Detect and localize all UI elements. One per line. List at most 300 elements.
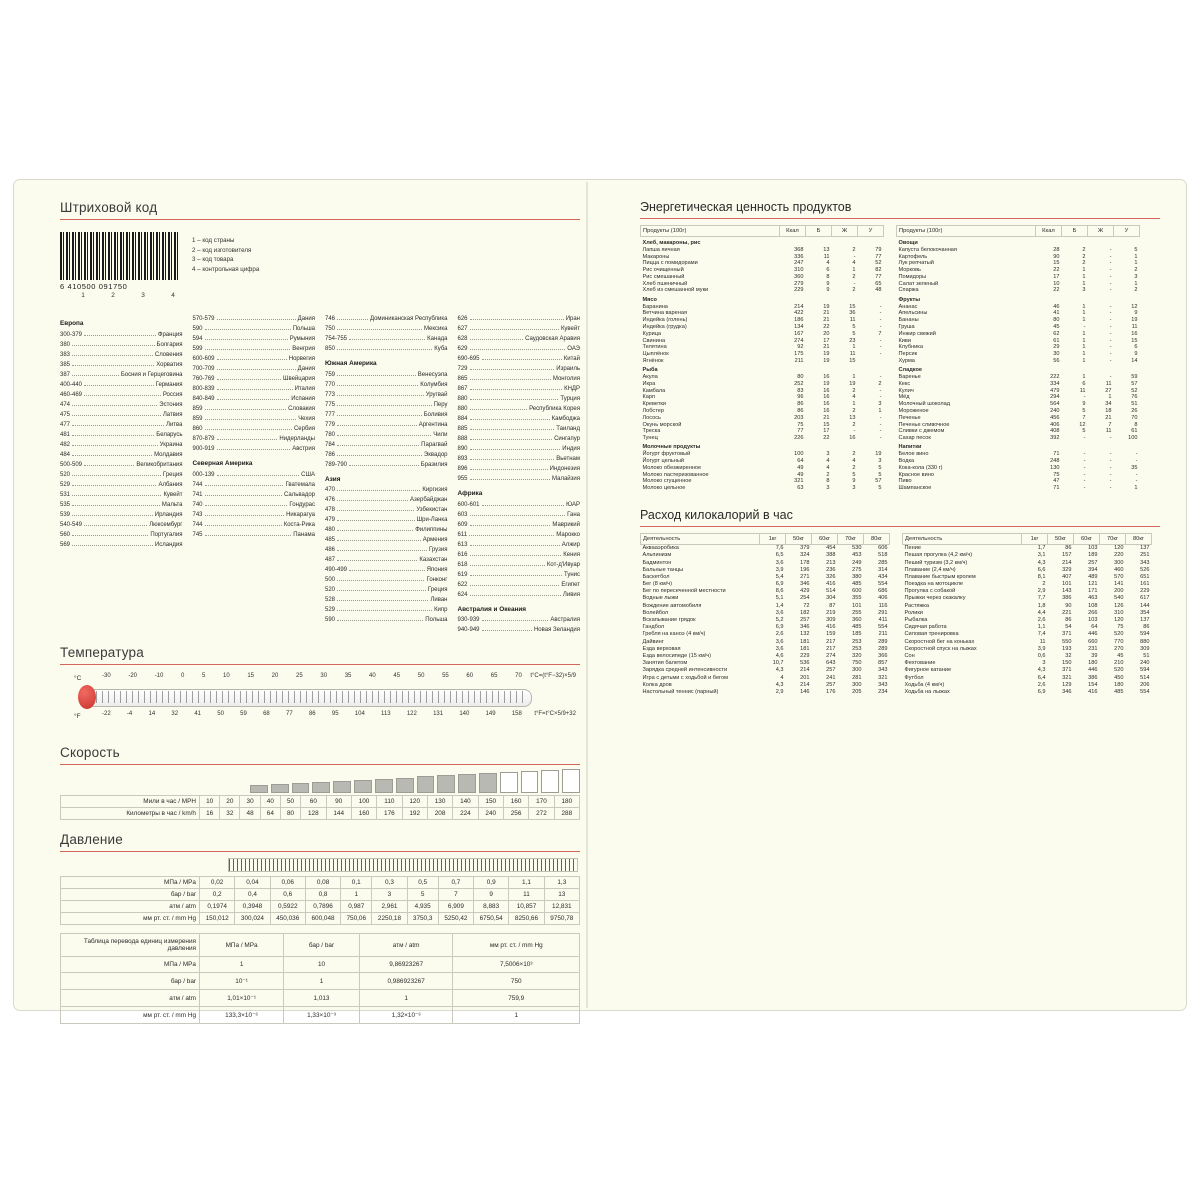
dot-leader: [349, 334, 425, 340]
section-divider: [60, 664, 580, 665]
country-name: Кот-д'Ивуар: [546, 561, 580, 568]
country-code-row: [325, 615, 448, 625]
row-label: бар / bar: [61, 889, 200, 901]
country-name: США: [301, 471, 315, 478]
cell: -: [1109, 471, 1112, 478]
cell: 22: [1053, 267, 1060, 274]
cell: 300: [852, 667, 862, 674]
table-row: [897, 414, 1140, 421]
speed-bar-segment: [500, 772, 518, 793]
cell: 120: [1114, 617, 1124, 624]
cell: 253: [852, 645, 862, 652]
tick-label: 158: [511, 711, 522, 718]
cell: 157: [1062, 552, 1072, 559]
activity-name: Игра с детьми с ходьбой и бегом: [642, 674, 728, 681]
country-code: 860: [192, 426, 203, 432]
cell: 407: [1062, 573, 1072, 580]
dot-leader: [470, 560, 545, 566]
country-code-row: [458, 625, 581, 635]
table-row: [903, 667, 1152, 674]
dot-leader: [72, 340, 155, 346]
cell: 643: [826, 660, 836, 667]
country-code-row: [193, 314, 316, 324]
cell: -: [879, 351, 882, 358]
cell: 8,883: [474, 901, 509, 913]
table-row: [897, 464, 1140, 471]
table-row: [903, 638, 1152, 645]
dot-leader: [217, 444, 291, 450]
country-name: Камбоджа: [551, 416, 580, 422]
country-name: Филиппины: [415, 527, 448, 534]
country-code: 690-695: [457, 356, 480, 362]
section-divider: [640, 526, 1160, 527]
country-code-row: [325, 334, 448, 344]
cell: 27: [1105, 387, 1112, 394]
cell: 221: [1062, 609, 1072, 616]
cell: 2: [852, 407, 856, 414]
cell: 192: [402, 808, 427, 820]
cell: 17: [823, 428, 830, 435]
cell: 60: [301, 796, 326, 808]
column-header: 70кг: [1100, 533, 1126, 544]
cell: 686: [878, 588, 888, 595]
group-label: Фрукты: [898, 296, 921, 303]
cell: -: [879, 394, 882, 401]
cell: 18: [1105, 407, 1112, 414]
dot-leader: [205, 414, 297, 420]
cell: 10: [284, 957, 360, 973]
country-code: 627: [457, 326, 468, 332]
table-row: [897, 267, 1140, 274]
activity-name: Гребля на каноэ (4 км/ч): [642, 631, 706, 638]
country-name: Индонезия: [549, 466, 580, 472]
food-section-title: Энергетическая ценность продуктов: [640, 200, 852, 214]
cell: 248: [1050, 458, 1060, 465]
country-name: Ливан: [430, 597, 448, 604]
product-name: Помидоры: [898, 273, 927, 280]
cell: 3: [372, 889, 407, 901]
product-name: Морковь: [898, 267, 921, 274]
activity-name: Бег (8 км/ч): [642, 581, 673, 588]
activity-name: Занятия балетом: [642, 660, 688, 667]
activity-name: Ходьба на лыжах: [904, 688, 950, 695]
activity-name: Футбол: [904, 674, 924, 681]
country-code: 780: [325, 431, 336, 438]
dot-leader: [349, 460, 419, 466]
country-code: 611: [457, 531, 468, 538]
product-name: Лобстер: [642, 407, 664, 414]
country-name: Куба: [434, 346, 448, 352]
cell: 176: [377, 808, 402, 820]
product-name: Ветчина вареная: [642, 310, 687, 317]
country-name: Италия: [294, 386, 315, 392]
cell: 257: [800, 617, 810, 624]
country-code-row: [458, 560, 581, 570]
cell: 220: [1114, 552, 1124, 559]
cell: 2: [852, 387, 856, 394]
column-header: Продукты (100г): [641, 226, 780, 237]
cell: 11: [849, 317, 856, 324]
country-name: Беларусь: [156, 431, 183, 438]
cell: 750: [453, 973, 580, 990]
country-code: 616: [457, 551, 468, 558]
cell: 9: [474, 889, 509, 901]
dot-leader: [470, 324, 559, 330]
cell: 520: [1114, 667, 1124, 674]
country-code: 626: [457, 316, 468, 322]
cell: 34: [1105, 401, 1112, 408]
cell: 371: [1062, 667, 1072, 674]
table-row: [641, 358, 884, 365]
cell: 5: [407, 889, 438, 901]
table-row: [897, 303, 1140, 310]
country-code: 624: [457, 591, 468, 598]
cell: 0,7: [438, 877, 473, 889]
cell: 234: [878, 688, 888, 695]
cell: 4: [826, 458, 830, 465]
book-spine: [586, 182, 588, 1008]
cell: 343: [1140, 559, 1150, 566]
cell: 14: [1131, 357, 1138, 364]
cell: 422: [794, 310, 804, 317]
table-row: [641, 485, 884, 492]
dot-leader: [72, 410, 161, 416]
country-code-row: [458, 500, 581, 510]
product-name: Акула: [642, 374, 658, 381]
cell: 0,9: [474, 877, 509, 889]
cell: 137: [1140, 545, 1150, 552]
speed-bar-segment: [541, 770, 559, 793]
product-name: Апельсины: [898, 310, 928, 317]
country-code-row: [193, 530, 316, 540]
cell: 2: [852, 451, 856, 458]
table-row: [903, 544, 1152, 552]
table-row: [903, 674, 1152, 681]
cell: 379: [800, 545, 810, 552]
group-row: [897, 441, 1140, 450]
cell: -: [1083, 478, 1086, 485]
country-name: ЮАР: [566, 501, 580, 508]
product-name: Креветки: [642, 401, 666, 408]
cell: 2,6: [1037, 617, 1046, 624]
cell: 90: [326, 796, 351, 808]
group-row: [897, 364, 1140, 373]
dot-leader: [337, 390, 424, 396]
cell: 1: [1082, 357, 1086, 364]
table-row: [641, 478, 884, 485]
table-row: [641, 645, 890, 652]
dot-leader: [337, 545, 427, 551]
table-row: [903, 602, 1152, 609]
cell: 90: [1053, 253, 1060, 260]
country-code-row: [458, 550, 581, 560]
table-row: [641, 246, 884, 253]
dot-leader: [337, 430, 431, 436]
speed-bar-segment: [292, 783, 310, 793]
cell: 355: [852, 595, 862, 602]
cell: 13: [544, 889, 579, 901]
dot-leader: [84, 460, 134, 466]
product-name: Окунь морской: [642, 421, 682, 428]
product-name: Индейка (грудка): [642, 323, 687, 330]
cell: 16: [823, 374, 830, 381]
conv-title: Таблица перевода единиц измерения давления: [61, 934, 200, 957]
table-row: [897, 280, 1140, 287]
cell: 554: [1140, 688, 1150, 695]
country-code: 529: [60, 481, 71, 488]
country-code-row: [325, 495, 448, 505]
activity-name: Поездка на мотоцикле: [904, 581, 963, 588]
cell: 129: [1062, 681, 1072, 688]
table-row: [641, 631, 890, 638]
cell: 2,6: [775, 631, 784, 638]
country-code: 470: [325, 487, 336, 494]
product-name: Икра: [642, 380, 656, 387]
activity-name: Волейбол: [642, 609, 669, 616]
cell: 5: [1082, 428, 1086, 435]
country-name: Гватемала: [285, 481, 315, 488]
tick-label: 60: [466, 673, 474, 680]
dot-leader: [337, 410, 422, 416]
activity-name: Силовая тренировка: [904, 631, 959, 638]
cell: 240: [1140, 660, 1150, 667]
pressure-section-title: Давление: [60, 832, 124, 848]
country-name: Япония: [426, 567, 448, 574]
country-name: Боливия: [423, 411, 448, 418]
cell: 205: [852, 688, 862, 695]
tick-label: 25: [296, 673, 303, 680]
country-code-row: [325, 515, 448, 525]
cell: 141: [1114, 581, 1124, 588]
cell: 1: [878, 407, 882, 414]
country-name: Узбекистан: [416, 507, 448, 514]
activity-name: Скоростной спуск на лыжах: [904, 645, 977, 652]
cell: 5: [852, 323, 856, 330]
food-table-left: [640, 225, 884, 492]
celsius-unit-label: °C: [74, 675, 82, 683]
product-name: Баранина: [642, 303, 668, 310]
country-code: 777: [325, 411, 336, 418]
country-code: 628: [457, 336, 468, 342]
cell: 61: [1053, 337, 1060, 344]
cell: 6,909: [438, 901, 473, 913]
dot-leader: [470, 520, 551, 526]
product-name: Киви: [898, 337, 911, 344]
country-name: Испания: [291, 396, 315, 402]
country-code: 481: [60, 431, 71, 438]
cell: 416: [826, 581, 836, 588]
dot-leader: [205, 344, 291, 350]
country-name: Таиланд: [556, 426, 580, 432]
cell: 16: [823, 401, 830, 408]
cell: 224: [453, 808, 478, 820]
country-name: Греция: [427, 587, 448, 594]
cell: 140: [453, 796, 478, 808]
group-label: Напитки: [898, 444, 922, 451]
cell: 8250,66: [509, 913, 544, 925]
product-name: Карп: [642, 394, 656, 401]
cell: 371: [1062, 631, 1072, 638]
cell: 30: [240, 796, 260, 808]
dot-leader: [470, 590, 561, 596]
cell: 49: [797, 464, 804, 471]
country-code: 900-919: [192, 446, 215, 452]
cell: 22: [1053, 287, 1060, 294]
cell: -: [1109, 330, 1112, 337]
country-code: 867: [457, 386, 468, 392]
barcode-legend-item: 2 – код изготовителя: [192, 246, 252, 254]
cell: 211: [878, 631, 888, 638]
cell: 460: [1114, 566, 1124, 573]
tick-label: 20: [271, 673, 279, 680]
cell: 29: [1053, 344, 1060, 351]
cell: 181: [800, 645, 810, 652]
cell: -: [1083, 394, 1086, 401]
dot-leader: [205, 520, 282, 526]
cell: 12: [1079, 421, 1086, 428]
activity-name: Растяжка: [904, 602, 929, 609]
cell: 26: [1131, 407, 1138, 414]
country-code: 759: [325, 371, 336, 378]
country-code-row: [325, 575, 448, 585]
cell: 310: [1114, 609, 1124, 616]
cell: 86: [1143, 624, 1150, 631]
cell: 3,6: [775, 609, 784, 616]
cell: 386: [1062, 595, 1072, 602]
cell: 3: [878, 401, 882, 408]
cell: 5: [878, 471, 882, 478]
cell: 13: [849, 414, 856, 421]
cell: 11: [849, 351, 856, 358]
activity-name: Бег по пересеченной местности: [642, 588, 726, 595]
cell: 0,1974: [200, 901, 235, 913]
table-row: [641, 451, 884, 458]
country-code: 884: [457, 416, 468, 422]
barcode-number-markers: [68, 292, 188, 299]
column-header: Б: [1062, 226, 1088, 237]
tick-label: 131: [433, 711, 444, 718]
column-header: У: [1114, 226, 1140, 237]
speed-bar-segment: [417, 776, 435, 793]
country-code: 613: [457, 541, 468, 548]
country-code-row: [60, 400, 183, 410]
cell: 4,935: [407, 901, 438, 913]
dot-leader: [72, 500, 160, 506]
cell: 193: [1062, 645, 1072, 652]
country-code: 487: [325, 557, 336, 564]
cell: 150,012: [200, 913, 235, 925]
tick-label: 95: [331, 711, 339, 718]
country-code-row: [60, 440, 183, 450]
table-row: [61, 1007, 580, 1024]
column-header: Деятельность: [903, 533, 1022, 544]
country-code-row: [193, 394, 316, 404]
cell: 408: [1050, 428, 1060, 435]
cell: -: [853, 280, 856, 287]
group-row: [641, 294, 884, 303]
table-row: [641, 602, 890, 609]
country-code: 744: [192, 521, 203, 528]
table-row: [641, 401, 884, 408]
country-code-row: [325, 460, 448, 470]
country-code-row: [458, 540, 581, 550]
country-code-row: [193, 324, 316, 334]
column-header: Ккал: [780, 226, 806, 237]
cell: 39: [1091, 652, 1098, 659]
country-code-columns: [60, 314, 580, 635]
country-code-row: [60, 490, 183, 500]
dot-leader: [84, 520, 147, 526]
dot-leader: [217, 354, 287, 360]
dot-leader: [337, 314, 368, 320]
kcal-table-left: [640, 533, 890, 696]
country-code: 300-379: [60, 331, 83, 338]
country-name: Польша: [425, 617, 448, 624]
product-name: Рис смешанный: [642, 273, 685, 280]
country-code: 383: [60, 351, 71, 358]
country-name: Маврикий: [552, 521, 580, 528]
speed-table: [60, 795, 580, 820]
row-label: Мили в час / MPH: [61, 796, 200, 808]
country-name: Бразилия: [420, 461, 448, 468]
cell: 1: [284, 973, 360, 990]
tick-label: 140: [459, 711, 470, 718]
section-divider: [60, 851, 580, 852]
country-code-row: [325, 344, 448, 354]
cell: 257: [826, 681, 836, 688]
country-name: Шри-Ланка: [416, 517, 448, 524]
country-code-row: [458, 464, 581, 474]
cell: 285: [878, 559, 888, 566]
country-code: 385: [60, 361, 71, 368]
group-label: Мясо: [642, 296, 657, 303]
cell: 6,4: [1037, 674, 1046, 681]
country-code-row: [193, 520, 316, 530]
country-name: Иран: [565, 316, 580, 322]
cell: -: [1109, 273, 1112, 280]
country-code-row: [60, 500, 183, 510]
country-name: Колумбия: [420, 381, 448, 388]
cell: 75: [1053, 471, 1060, 478]
cell: 406: [1050, 421, 1060, 428]
cell: 92: [797, 344, 804, 351]
cell: 1,1: [509, 877, 544, 889]
cell: 324: [800, 552, 810, 559]
cell: 48: [240, 808, 260, 820]
cell: 251: [1140, 552, 1150, 559]
product-name: Лапша яичная: [642, 246, 680, 253]
cell: 7,6: [775, 545, 784, 552]
cell: 416: [826, 624, 836, 631]
country-code-row: [325, 314, 448, 324]
cell: 3: [878, 458, 882, 465]
activity-name: Зарядка средней интенсивности: [642, 667, 728, 674]
cell: 600: [852, 588, 862, 595]
country-code-row: [458, 530, 581, 540]
cell: 226: [794, 435, 804, 442]
cell: 255: [852, 609, 862, 616]
dot-leader: [470, 424, 555, 430]
cell: 108: [1088, 602, 1098, 609]
tick-label: 10: [222, 673, 230, 680]
activity-name: Прогулка с собакой: [904, 588, 956, 595]
section-divider: [60, 764, 580, 765]
cell: 526: [1140, 566, 1150, 573]
country-code: 745: [192, 531, 203, 538]
country-name: Армения: [422, 537, 448, 544]
cell: 80: [797, 374, 804, 381]
cell: 343: [878, 667, 888, 674]
